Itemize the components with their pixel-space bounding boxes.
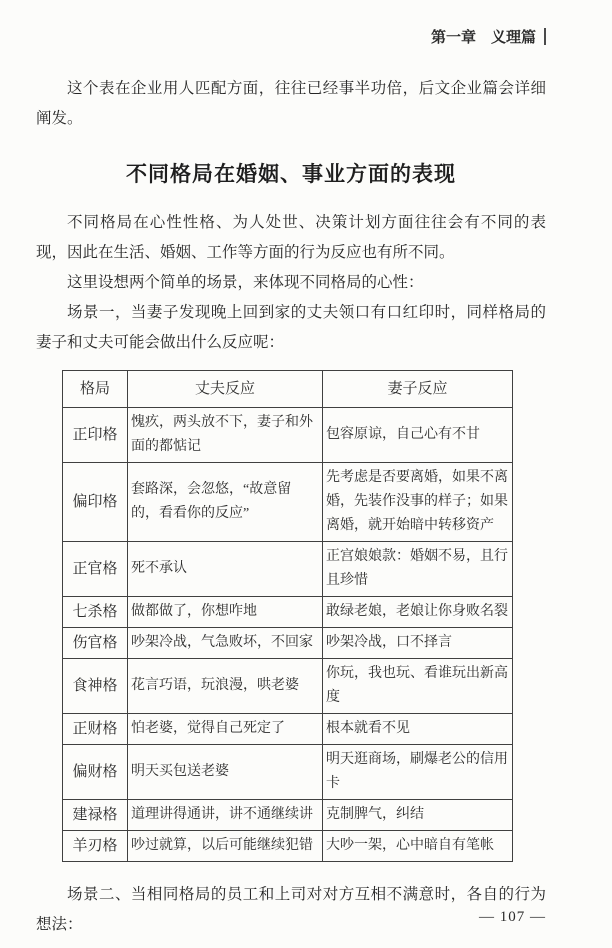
column-header-wife: 妻子反应 xyxy=(323,371,513,408)
wife-cell: 大吵一架，心中暗自有笔帐 xyxy=(323,831,513,862)
husband-cell: 明天买包送老婆 xyxy=(128,745,323,800)
header-rule xyxy=(544,28,546,45)
table-row xyxy=(63,659,513,714)
husband-cell: 死不承认 xyxy=(128,542,323,597)
husband-cell: 套路深，会忽悠，“故意留的，看看你的反应” xyxy=(128,463,323,542)
pattern-cell: 正财格 xyxy=(63,714,128,745)
wife-cell: 正宫娘娘款：婚姻不易，且行且珍惜 xyxy=(323,542,513,597)
wife-cell: 明天逛商场，刷爆老公的信用卡 xyxy=(323,745,513,800)
pattern-cell: 建禄格 xyxy=(63,800,128,831)
table-row xyxy=(63,463,513,542)
table-row xyxy=(63,800,513,831)
husband-cell: 花言巧语，玩浪漫，哄老婆 xyxy=(128,659,323,714)
table-header-row xyxy=(63,371,513,408)
pattern-cell: 七杀格 xyxy=(63,597,128,628)
table-row xyxy=(63,408,513,463)
husband-cell: 做都做了，你想咋地 xyxy=(128,597,323,628)
chapter-title: 第一章 义理篇 xyxy=(430,29,536,46)
wife-cell: 先考虑是否要离婚，如果不离婚，先装作没事的样子；如果离婚，就开始暗中转移资产 xyxy=(323,463,513,542)
pattern-cell: 伤官格 xyxy=(63,628,128,659)
wife-cell: 吵架冷战，口不择言 xyxy=(323,628,513,659)
paragraph-scenes-intro: 这里设想两个简单的场景，来体现不同格局的心性： xyxy=(67,274,424,291)
wife-cell: 根本就看不见 xyxy=(323,714,513,745)
wife-cell: 包容原谅，自己心有不甘 xyxy=(323,408,513,463)
table-row xyxy=(63,745,513,800)
husband-cell: 愧疚，两头放不下，妻子和外面的都惦记 xyxy=(128,408,323,463)
table-row xyxy=(63,714,513,745)
husband-cell: 道理讲得通讲，讲不通继续讲 xyxy=(128,800,323,831)
section-heading: 不同格局在婚姻、事业方面的表现 xyxy=(126,163,456,186)
paragraph-intro: 这个表在企业用人匹配方面，往往已经事半功倍，后文企业篇会详细阐发。 xyxy=(36,80,546,127)
page-number: — 107 — xyxy=(479,909,546,925)
table-row xyxy=(63,542,513,597)
column-header-pattern: 格局 xyxy=(63,371,128,408)
paragraph-scene-two: 场景二、当相同格局的员工和上司对对方互相不满意时，各自的行为想法： xyxy=(36,886,546,933)
pattern-cell: 偏财格 xyxy=(63,745,128,800)
husband-cell: 吵架冷战，气急败坏，不回家 xyxy=(128,628,323,659)
table-row xyxy=(63,831,513,862)
pattern-cell: 正官格 xyxy=(63,542,128,597)
husband-cell: 吵过就算，以后可能继续犯错 xyxy=(128,831,323,862)
table-row xyxy=(63,597,513,628)
pattern-cell: 正印格 xyxy=(63,408,128,463)
running-header xyxy=(36,26,546,46)
pattern-cell: 偏印格 xyxy=(63,463,128,542)
wife-cell: 克制脾气，纠结 xyxy=(323,800,513,831)
reaction-table xyxy=(62,370,513,862)
husband-cell: 怕老婆，觉得自己死定了 xyxy=(128,714,323,745)
pattern-cell: 羊刃格 xyxy=(63,831,128,862)
paragraph-scene-one: 场景一，当妻子发现晚上回到家的丈夫领口有口红印时，同样格局的妻子和丈夫可能会做出什么反应呢： xyxy=(36,304,546,351)
column-header-husband: 丈夫反应 xyxy=(128,371,323,408)
paragraph-overview: 不同格局在心性性格、为人处世、决策计划方面往往会有不同的表现，因此在生活、婚姻、工作等方面的行为反应也有所不同。 xyxy=(36,214,546,261)
pattern-cell: 食神格 xyxy=(63,659,128,714)
wife-cell: 敢绿老娘，老娘让你身败名裂 xyxy=(323,597,513,628)
table-row xyxy=(63,628,513,659)
wife-cell: 你玩，我也玩、看谁玩出新高度 xyxy=(323,659,513,714)
